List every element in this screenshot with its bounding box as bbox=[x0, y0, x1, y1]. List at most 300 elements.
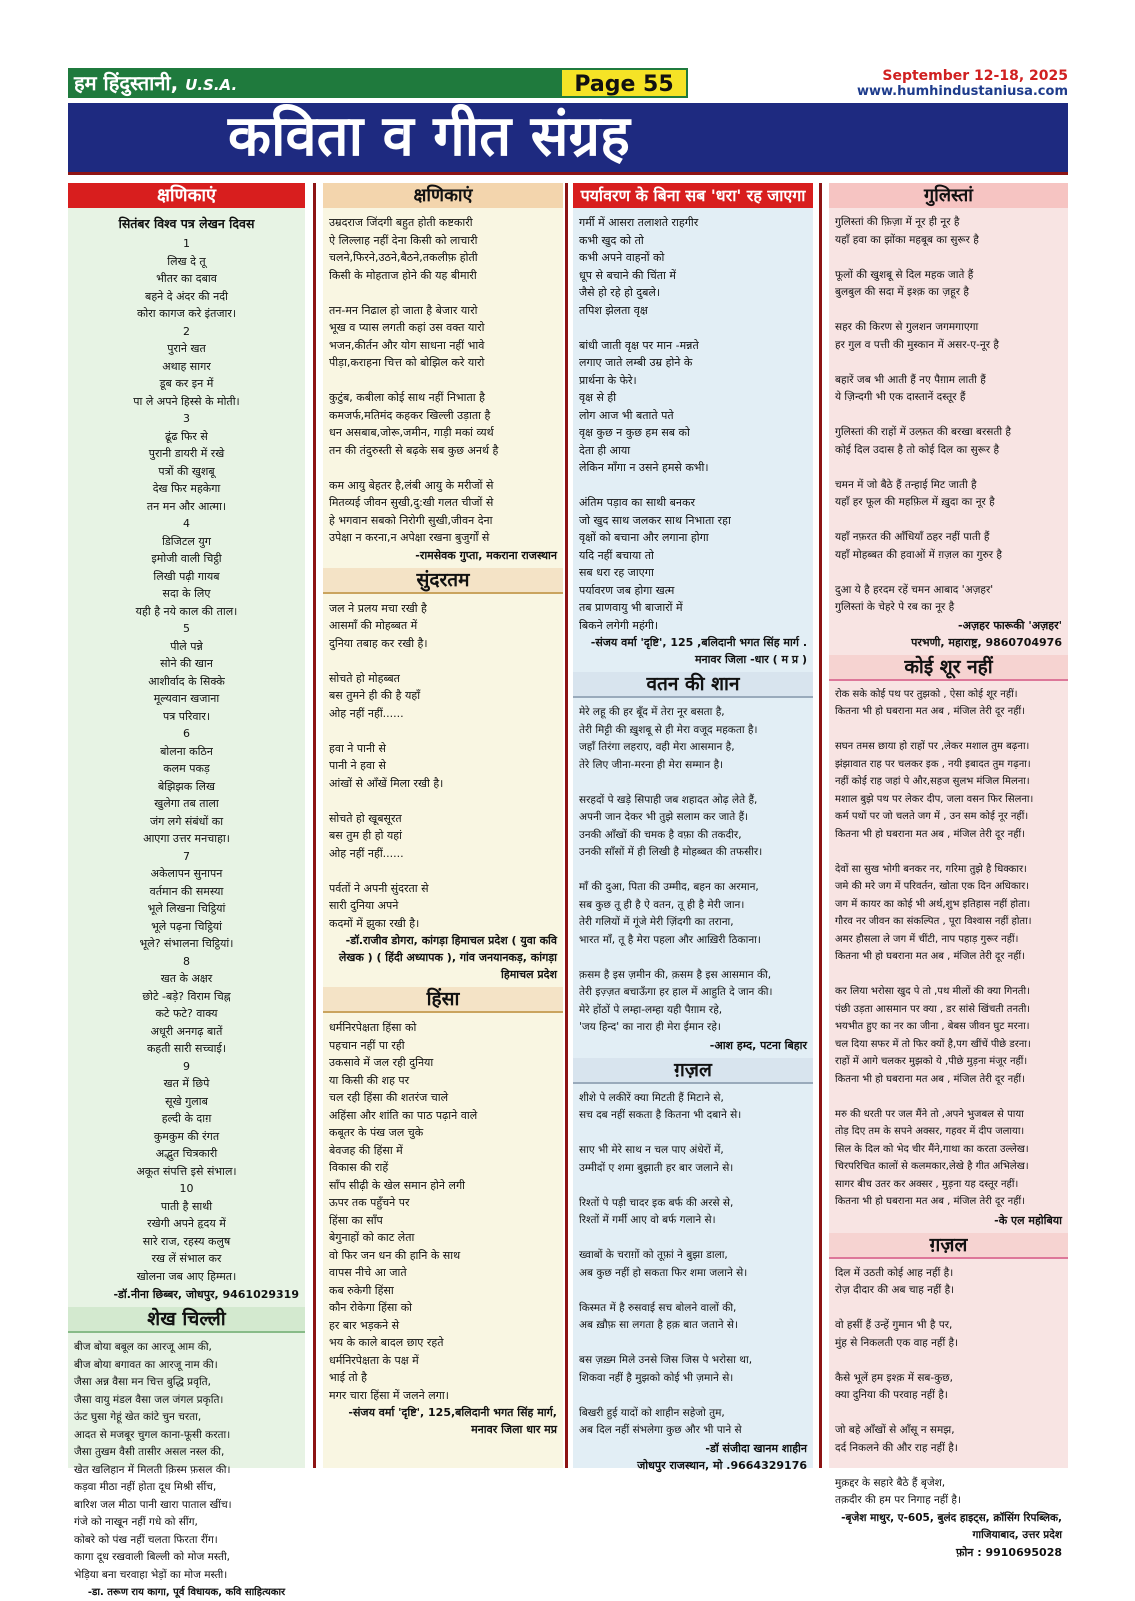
poem-line: अथाह सागर bbox=[162, 359, 211, 373]
poem-line: आंखों से आँखें मिला रखी है। bbox=[329, 776, 444, 790]
poem-line: कोबरे को पंख नहीं चलता फिरता रींग। bbox=[74, 1533, 218, 1546]
poem-line: भूले लिखना चिट्ठियां bbox=[147, 902, 226, 915]
poem-line: हवा ने पानी से bbox=[329, 741, 386, 755]
poem-line bbox=[579, 1282, 807, 1300]
poem-line: अब दिल नहीं संभलेगा कुछ और भी पाने से bbox=[579, 1424, 742, 1436]
poem-line: रखेगी अपने हृदय में bbox=[147, 1217, 226, 1230]
poem-line: यहाँ नफ़रत की आँधियाँ ठहर नहीं पाती हैं bbox=[835, 531, 990, 543]
poem-line: शिकवा नहीं है मुझको कोई भी ज़माने से। bbox=[579, 1371, 734, 1384]
poem-line: पीले पन्ने bbox=[170, 639, 203, 653]
poem-line: छोटे -बड़े? विराम चिह्न bbox=[142, 989, 231, 1003]
poem-line: कबूतर के पंख जल चुके bbox=[329, 1126, 424, 1139]
poem-line: लगाए जाते लम्बी उम्र होने के bbox=[579, 356, 693, 369]
poem-line: यहाँ हवा का झोंका महबूब का सुरूर है bbox=[835, 233, 979, 246]
poem-line: उनकी साँसों में ही लिखी है मोहब्बत की तफसीर। bbox=[579, 846, 763, 858]
poem-body bbox=[573, 214, 813, 634]
poem-line: भारत माँ, तू है मेरा पहला और आख़िरी ठिकाना। bbox=[579, 933, 761, 946]
poem-line: कोरा कागज करे इंतजार। bbox=[136, 307, 237, 320]
poem-line bbox=[835, 564, 1062, 582]
poem-line bbox=[835, 1089, 1062, 1107]
poem-line: विकास की राहें bbox=[329, 1161, 389, 1174]
poem-line: 9 bbox=[183, 1059, 190, 1073]
poem-author: -आश हम्द, पटना बिहार bbox=[709, 1038, 807, 1052]
poem-line: धर्मनिरपेक्षता हिंसा को bbox=[329, 1021, 417, 1034]
poem-line: भूख व प्यास लगती कहां उस वक्त यारो bbox=[329, 321, 485, 334]
poem-line: जो बहे आँखों से आँसू न समझ, bbox=[835, 1424, 955, 1436]
poem-line: अधूरी अनगढ़ बातें bbox=[150, 1024, 223, 1038]
poem-body bbox=[829, 214, 1068, 617]
poem-heading: कोई शूर नहीं bbox=[829, 655, 1068, 681]
column-divider bbox=[819, 183, 822, 1468]
poem-line: बेवजह की हिंसा में bbox=[329, 1143, 403, 1157]
poem-line: लिख दे तू bbox=[167, 254, 206, 268]
poem-line: गुलिस्तां की राहों में उल्फ़त की बरखा बरसती है bbox=[835, 426, 1011, 438]
poem-line: उम्मीदों ए शमा बुझाती हर बार जलाने से। bbox=[579, 1161, 734, 1174]
poem-line: हर बार भड़कने से bbox=[329, 1318, 400, 1332]
poem-line: 7 bbox=[183, 849, 190, 863]
poem-line: ओह नहीं नहीं...... bbox=[329, 706, 404, 720]
poem-line: किस्मत में है रुसवाई सच बोलने वालों की, bbox=[579, 1301, 737, 1314]
poem-line: 5 bbox=[183, 622, 190, 635]
poem-line: क्या दुनिया की परवाह नहीं है। bbox=[835, 1389, 948, 1401]
poem-author: -डॉ.नीना छिब्बर, जोधपुर, 9461029319 bbox=[113, 1288, 299, 1301]
poem-heading: ग़ज़ल bbox=[829, 1233, 1068, 1259]
poem-author: -डा. तरूण राय कागा, पूर्व विधायक, कवि साहित्यकार bbox=[87, 1587, 286, 1598]
poem-line bbox=[579, 949, 807, 967]
poem-line: भजन,कीर्तन और योग साधना नहीं भावे bbox=[329, 338, 485, 352]
paper-suffix: U.S.A. bbox=[185, 76, 238, 94]
poem-body bbox=[323, 214, 563, 547]
poem-line: बस तुम ही हो यहां bbox=[329, 829, 403, 842]
poem-body bbox=[68, 236, 305, 1286]
poem-line: मितव्यई जीवन सुखी,दु:खी गलत चीजों से bbox=[329, 496, 494, 509]
poem-line: पंछी उड़ता आसमान पर क्या , डर सांसे खिंचती तनती। bbox=[835, 1003, 1031, 1015]
poem-line bbox=[579, 1125, 807, 1143]
poem-line: गर्मी में आसरा तलाशते राहगीर bbox=[579, 216, 699, 229]
poem-line: भेड़िया बना चरवाहा भेड़ों का मोज मस्ती। bbox=[74, 1568, 228, 1581]
poem-body bbox=[829, 1265, 1068, 1510]
poem-line: आदत से मजबूर चुगल काना-फूसी करता। bbox=[74, 1428, 231, 1441]
poem-line: गुलिस्तां की फ़िज़ा में नूर ही नूर है bbox=[835, 216, 960, 228]
poem-line: तेरी गलियों में गूंजे मेरी ज़िंदगी का तराना, bbox=[579, 916, 734, 928]
poem-line: कभी अपने वाहनों को bbox=[579, 251, 665, 264]
poem-line bbox=[579, 477, 807, 495]
poem-line: मुंह से निकलती एक वाह नहीं है। bbox=[835, 1336, 959, 1349]
poem-line: ओह नहीं नहीं...... bbox=[329, 846, 404, 860]
poem-line: 3 bbox=[183, 412, 190, 425]
poem-line: बारिश जल मीठा पानी खारा पाताल खींच। bbox=[74, 1498, 232, 1511]
poem-line: खुलेगा तब ताला bbox=[154, 797, 219, 810]
poem-line: उपेक्षा न करना,न अपेक्षा रखना बुजुर्गों से bbox=[329, 531, 490, 544]
poem-line: तेरे लिए जीना-मरना ही मेरा सम्मान है। bbox=[579, 758, 724, 771]
poem-line bbox=[329, 652, 557, 670]
poem-heading: ग़ज़ल bbox=[573, 1058, 813, 1084]
poem-line: शीशे पे लकीरें क्या मिटती हैं मिटाने से, bbox=[579, 1091, 724, 1104]
poem-line: रिश्तों में गर्मी आए वो बर्फ गलाने से। bbox=[579, 1214, 716, 1226]
poem-line: कम आयु बेहतर है,लंबी आयु के मरीजों से bbox=[329, 478, 494, 492]
poem-line: कब रुकेगी हिंसा bbox=[329, 1283, 394, 1297]
poem-line: दुआ ये है हरदम रहें चमन आबाद 'अज़हर' bbox=[835, 583, 994, 596]
poem-line: बीज बोया बबूल का आरजू आम की, bbox=[74, 1341, 212, 1353]
column-1 bbox=[68, 183, 305, 1598]
poem-line: चल दिया सफर में तो फिर क्यों है,पग खींचें पीछे डरना। bbox=[835, 1038, 1031, 1050]
poem-line: कितना भी हो घबराना मत अब , मंजिल तेरी दूर नहीं। bbox=[835, 951, 1025, 962]
poem-heading: शेख चिल्ली bbox=[68, 1307, 305, 1333]
column-divider bbox=[313, 183, 316, 1468]
poem-line: तन-मन निढाल हो जाता है बेजार यारो bbox=[329, 303, 478, 317]
poem-line: कागा दूध रखवाली बिल्ली को मोज मस्ती, bbox=[74, 1551, 231, 1563]
poem-line bbox=[579, 1335, 807, 1353]
poem-line: 'जय हिन्द' का नारा ही मेरा ईमान रहे। bbox=[579, 1021, 721, 1033]
poem-line: जल ने प्रलय मचा रखी है bbox=[329, 601, 427, 615]
poem-line: जैसा तुखम वैसी तासीर असल नस्ल की, bbox=[74, 1446, 225, 1458]
poem-line bbox=[579, 862, 807, 880]
poem-line: बीज बोया बगावत का आरजू नाम की। bbox=[74, 1358, 218, 1371]
poem-line bbox=[835, 1457, 1062, 1475]
poem-line: कितना भी हो घबराना मत अब , मंजिल तेरी दूर नहीं। bbox=[835, 1196, 1025, 1207]
poem-line: पा ले अपने हिस्से के मोती। bbox=[133, 394, 240, 408]
poem-line: सच दब नहीं सकता है कितना भी दबाने से। bbox=[579, 1109, 742, 1121]
poem-line bbox=[835, 967, 1062, 985]
poem-line: डूब कर इन में bbox=[159, 377, 214, 390]
poem-line bbox=[835, 302, 1062, 320]
poem-line bbox=[835, 512, 1062, 530]
poem-line: कर लिया भरोसा खुद पे तो ,पथ मीलों की क्या गिनती। bbox=[835, 986, 1030, 997]
poem-line: बस ज़ख़्म मिले उनसे जिस जिस पे भरोसा था, bbox=[579, 1354, 753, 1366]
poem-line: आसमाँ की मोहब्बत में bbox=[329, 619, 418, 632]
poem-line: जमे की मरे जग में परिवर्तन, खोता एक दिन अधिकार। bbox=[835, 881, 1029, 892]
poem-author-contact: परभणी, महाराष्ट्र, 9860704976 bbox=[911, 635, 1062, 649]
poem-line: अकूत संपत्ति इसे संभाल। bbox=[136, 1164, 237, 1178]
poem-line: खत के अक्षर bbox=[160, 972, 213, 985]
poem-line: खेत खलिहान में मिलती क़िस्म फ़सल की। bbox=[74, 1463, 231, 1476]
poem-author: -के एल महोबिया bbox=[994, 1213, 1062, 1227]
poem-line bbox=[835, 844, 1062, 862]
poem-line: सब कुछ तू ही है ऐ वतन, तू ही है मेरी जान। bbox=[579, 898, 745, 911]
poem-line: कितना भी हो घबराना मत अब , मंजिल तेरी दूर नहीं। bbox=[835, 706, 1025, 717]
poem-line: कर्म पथों पर जो चलते जग में , उन सम कोई नूर नहीं। bbox=[835, 811, 1029, 822]
poem-heading: सुंदरतम bbox=[323, 568, 563, 594]
poem-line: साँप सीढ़ी के खेल समान होने लगी bbox=[329, 1178, 466, 1192]
poem-line: तब प्राणवायु भी बाजारों में bbox=[579, 601, 683, 614]
poem-line: सब धरा रह जाएगा bbox=[579, 566, 654, 579]
poem-line: लोग आज भी बताते पते bbox=[579, 408, 674, 422]
poem-line: 2 bbox=[183, 324, 190, 338]
poem-line: पहचान नहीं पा रही bbox=[329, 1038, 405, 1052]
poem-line: बहने दे अंदर की नदी bbox=[145, 289, 228, 303]
poem-line: बेगुनाहों को काट लेता bbox=[329, 1231, 415, 1244]
poem-line: जग में कायर का कोई भी अर्थ,शुभ इतिहास नहीं होता। bbox=[835, 898, 1031, 910]
page-number: Page 55 bbox=[560, 68, 688, 98]
poem-line: दर्द निकलने की और राह नहीं है। bbox=[835, 1441, 958, 1454]
poem-heading: हिंसा bbox=[323, 987, 563, 1013]
poem-line bbox=[579, 319, 807, 337]
poem-line: खत में छिपे bbox=[163, 1077, 210, 1090]
poem-line: गंजे को नाखून नहीं गधे को सींग, bbox=[74, 1516, 198, 1528]
poem-author: -संजय वर्मा 'दृष्टि', 125 ,बलिदानी भगत सिंह मार्ग . मनावर जिला -धार ( म प्र ) bbox=[590, 636, 807, 666]
poem-line: जैसे हो रहे हो दुबले। bbox=[579, 286, 661, 299]
column-heading: क्षणिकाएं bbox=[68, 183, 305, 208]
poem-line: लिखी पढ़ी गायब bbox=[153, 569, 220, 583]
poem-line bbox=[329, 459, 557, 477]
paper-name: हम हिंदुस्तानी, bbox=[74, 71, 179, 95]
poem-line: 1 bbox=[183, 237, 190, 250]
poem-line: झंझावात राह पर चलकर इक , नयी इबादत तुम गढ़ना। bbox=[835, 758, 1031, 770]
poem-line: देवों सा सुख भोगी बनकर नर, गरिमा तुझे है धिक्कार। bbox=[835, 863, 1027, 875]
poem-line bbox=[329, 372, 557, 390]
poem-line: पानी ने हवा से bbox=[329, 759, 386, 772]
poem-line: अपनी जान देकर भी तुझे सलाम कर जाते हैं। bbox=[579, 811, 749, 823]
poem-line: सूखे गुलाब bbox=[165, 1094, 208, 1108]
poem-line: यहाँ हर फूल की महफ़िल में ख़ुदा का नूर है bbox=[835, 496, 995, 508]
poem-line: माँ की दुआ, पिता की उम्मीद, बहन का अरमान, bbox=[579, 881, 759, 893]
poem-line: उनकी आँखों की चमक है वफ़ा की तकदीर, bbox=[579, 828, 742, 841]
poem-line: हर गुल व पत्ती की मुस्कान में असर-ए-नूर है bbox=[835, 338, 999, 351]
column-divider bbox=[565, 183, 568, 1468]
poem-line: तेरी इज़्ज़त बचाऊँगा हर हाल में आहुति दे जान की। bbox=[579, 986, 773, 998]
poem-line: हल्दी के दाग़ bbox=[161, 1112, 212, 1125]
column-2 bbox=[323, 183, 563, 1468]
poem-line: राहों में आगे चलकर मुझको ये ,पीछे मुड़ना मंजूर नहीं। bbox=[835, 1056, 1028, 1067]
poem-author: -डॉ.राजीव डोगरा, कांगड़ा हिमाचल प्रदेश ( युवा कवि लेखक ) ( हिंदी अध्यापक ), गांव जनयानकड़, कांगड़ा हिमाचल प्रदेश bbox=[338, 934, 557, 981]
poem-line: धर्मनिरपेक्षता के पक्ष में bbox=[329, 1353, 419, 1367]
poem-line: या किसी की शह पर bbox=[329, 1073, 410, 1087]
poem-line: सोने की खान bbox=[160, 657, 213, 670]
poem-line: अकेलापन सुनापन bbox=[150, 867, 223, 880]
poem-author: -रामसेवक गुप्ता, मकराना राजस्थान bbox=[415, 548, 557, 562]
poem-line: तपिश झेलता वृक्ष bbox=[579, 303, 648, 317]
poem-body bbox=[829, 687, 1068, 1212]
poem-line: अब ख़ौफ़ सा लगता है हक़ बात जताने से। bbox=[579, 1319, 738, 1331]
poem-line: चलने,फिरने,उठने,बैठने,तकलीफ़ होती bbox=[329, 251, 478, 264]
poem-line bbox=[835, 1405, 1062, 1423]
poem-line: बिखरी हुई यादों को शाहीन सहेजो तुम, bbox=[579, 1406, 725, 1419]
poem-line: कुटुंब, कबीला कोई साथ नहीं निभाता है bbox=[329, 391, 485, 404]
poem-line: हे भगवान सबको निरोगी सुखी,जीवन देना bbox=[329, 513, 493, 527]
poem-line: पीड़ा,कराहना चित्त को बोझिल करे यारो bbox=[329, 356, 485, 369]
poem-line: उकसावे में जल रही दुनिया bbox=[329, 1056, 434, 1069]
poem-line: अद्भुत चित्रकारी bbox=[155, 1147, 218, 1160]
poem-line: वृक्ष कुछ न कुछ हम सब को bbox=[579, 426, 690, 439]
masthead bbox=[68, 68, 688, 98]
poem-line: ऊंट घुसा गेहूं खेत कांटे चुन चरता, bbox=[74, 1411, 202, 1423]
poem-line: यही है नये काल की ताल। bbox=[135, 604, 238, 618]
poem-line: 6 bbox=[183, 727, 190, 740]
poem-line: अमर हौसला ले जग में चींटी, नाप पहाड़ गुरूर नहीं। bbox=[835, 933, 1019, 945]
poem-line: बुलबुल की सदा में इश्क़ का ज़हूर है bbox=[835, 286, 969, 298]
poem-line: जैसा अन्न वैसा मन चित्त बुद्धि प्रवृति, bbox=[74, 1376, 212, 1388]
poem-line: क़सम है इस ज़मीन की, क़सम है इस आसमान की, bbox=[579, 968, 772, 981]
section-title: कविता व गीत संग्रह bbox=[228, 104, 630, 169]
poem-line: कभी खुद को तो bbox=[579, 233, 644, 247]
poem-line: सरहदों पे खड़े सिपाही जब शहादत ओढ़ लेते हैं, bbox=[579, 793, 758, 806]
poem-line: चिरपरिचित कालों से कलमकार,लेखे है गीत अभिलेख। bbox=[835, 1161, 1029, 1172]
poem-line: बांधी जाती वृक्ष पर मान -मन्नते bbox=[579, 338, 699, 352]
poem-line: रिश्तों पे पड़ी चादर इक बर्फ की अरसे से, bbox=[579, 1196, 734, 1209]
poem-line bbox=[835, 354, 1062, 372]
poem-line bbox=[835, 722, 1062, 740]
poem-line: पुराने खत bbox=[167, 342, 206, 355]
poem-line bbox=[835, 1352, 1062, 1370]
poem-line: कटे फटे? वाक्य bbox=[155, 1007, 218, 1020]
poem-body bbox=[573, 1090, 813, 1440]
poem-line: कमजर्फ,मतिमंद कहकर खिल्ली उड़ाता है bbox=[329, 408, 491, 422]
poem-line: सारी दुनिया अपने bbox=[329, 899, 399, 912]
poem-line: वृक्षों को बचाना और लगाना होगा bbox=[579, 531, 709, 544]
poem-line: तक़दीर की हम पर निगाह नहीं है। bbox=[835, 1494, 961, 1506]
poem-line: यहाँ मोहब्बत की हवाओं में ग़ज़ल का गुरुर है bbox=[835, 548, 1002, 561]
poem-line: मरु की धरती पर जल मैंने तो ,अपने भुजबल से पाया bbox=[835, 1108, 1024, 1120]
poem-line: तन की तंदुरुस्ती से बढ़के सब कुछ अनर्थ है bbox=[329, 443, 499, 457]
poem-line: भीतर का दबाव bbox=[156, 272, 217, 285]
poem-line: भयभीत हुए का नर का जीना , बेबस जीवन घुट मरना। bbox=[835, 1021, 1030, 1032]
poem-line: पर्यावरण जब होगा खत्म bbox=[579, 583, 675, 597]
poem-line bbox=[835, 459, 1062, 477]
poem-line: गुलिस्तां के चेहरे पे रब का नूर है bbox=[835, 601, 955, 613]
poem-line: जंग लगे संबंधों का bbox=[149, 814, 224, 828]
poem-line bbox=[329, 284, 557, 302]
poem-line: 10 bbox=[179, 1182, 194, 1195]
poem-line: पत्रों की खुशबू bbox=[158, 464, 215, 478]
poem-line: भूले पढ़ना चिट्ठियां bbox=[151, 919, 222, 933]
poem-heading: वतन की शान bbox=[573, 672, 813, 698]
poem-line bbox=[579, 1230, 807, 1248]
poem-line: ख्वाबों के चराग़ों को तूफ़ां ने बुझा डाला, bbox=[579, 1249, 728, 1261]
poem-line: रोज़ दीदार की अब चाह नहीं है। bbox=[835, 1284, 955, 1296]
poem-line: ऐ लिल्लाह नहीं देना किसी को लाचारी bbox=[329, 233, 478, 247]
poem-line: मेरे होंठों पे लम्हा-लम्हा यही पैग़ाम रहे, bbox=[579, 1003, 723, 1016]
poem-line: डिजिटल युग bbox=[162, 534, 211, 548]
poem-line: सोचते हो खूबसूरत bbox=[329, 811, 402, 825]
dateline bbox=[857, 68, 1068, 100]
poem-line: ऊपर तक पहुँचने पर bbox=[329, 1196, 410, 1209]
poem-line: बेझिझक लिख bbox=[157, 779, 215, 793]
poem-line: हिंसा का साँप bbox=[329, 1213, 383, 1227]
poem-line: लेकिन माँगा न उसने हमसे कभी। bbox=[579, 461, 709, 474]
poem-line: प्रार्थना के फेरे। bbox=[579, 373, 637, 387]
poem-author-contact: फ़ोन : 9910695028 bbox=[955, 1545, 1062, 1559]
poem-line: सघन तमस छाया हो राहों पर ,लेकर मशाल तुम बढ़ना। bbox=[835, 741, 1030, 752]
poem-line: देता ही आया bbox=[579, 443, 631, 457]
poem-line: वृक्ष से ही bbox=[579, 391, 617, 404]
poem-line bbox=[329, 722, 557, 740]
poem-title: सितंबर विश्व पत्र लेखन दिवस bbox=[118, 216, 255, 231]
poem-line: जैसा वायु मंडल वैसा जल जंगल प्रकृति। bbox=[74, 1393, 224, 1406]
poem-line: दुनिया तबाह कर रखी है। bbox=[329, 636, 428, 650]
poem-line: देख फिर महकेगा bbox=[152, 482, 221, 495]
poem-body bbox=[323, 1019, 563, 1404]
poem-line: बिकने लगेगी महंगी। bbox=[579, 618, 658, 632]
poem-line bbox=[579, 774, 807, 792]
poem-body bbox=[323, 600, 563, 933]
poem-line: अहिंसा और शांति का पाठ पढ़ाने वाले bbox=[329, 1108, 478, 1122]
poem-line: रख लें संभाल कर bbox=[151, 1252, 222, 1265]
poem-line: जहाँ तिरंगा लहराए, वही मेरा आसमान है, bbox=[579, 741, 735, 753]
paper-name-bar bbox=[68, 68, 560, 98]
poem-line: तोड़ दिए तम के सपने अक्सर, गहवर में दीप जलाया। bbox=[835, 1126, 1025, 1137]
poem-line: इमोजी वाली चिट्ठी bbox=[151, 552, 222, 565]
poem-line: अंतिम पड़ाव का साथी बनकर bbox=[579, 496, 695, 509]
website-link[interactable]: www.humhindustaniusa.com bbox=[856, 84, 1068, 99]
poem-line: आशीर्वाद के सिक्के bbox=[148, 674, 225, 688]
poem-line: आएगा उत्तर मनचाहा। bbox=[143, 832, 230, 845]
poem-line: भाई तो है bbox=[329, 1371, 367, 1384]
poem-line: उम्रदराज जिंदगी बहुत होती कष्टकारी bbox=[329, 216, 473, 229]
poem-line: पर्वतों ने अपनी सुंदरता से bbox=[329, 881, 429, 895]
poem-author: -बृजेश माथुर, ए-605, बुलंद हाइट्स, क्रॉसिंग रिपब्लिक, गाजियाबाद, उत्तर प्रदेश bbox=[841, 1511, 1062, 1541]
poem-line: भय के काले बादल छाए रहते bbox=[329, 1336, 444, 1349]
poem-line: पाती है साथी bbox=[160, 1199, 213, 1213]
poem-line: ढूंढ फिर से bbox=[165, 429, 208, 443]
poem-line: तन मन और आत्मा। bbox=[146, 499, 227, 513]
poem-line: सारे राज, रहस्य कलुष bbox=[142, 1234, 231, 1248]
poem-line: वो हसीं हैं उन्हें गुमान भी है पर, bbox=[835, 1319, 953, 1331]
poem-line: फूलों की खुशबू से दिल महक जाते हैं bbox=[835, 268, 974, 281]
poem-line: वो फिर जन धन की हानि के साथ bbox=[329, 1248, 461, 1262]
poem-line: धूप से बचाने की चिंता में bbox=[579, 268, 676, 282]
poem-body bbox=[68, 1339, 305, 1584]
poem-line: 4 bbox=[183, 517, 190, 530]
poem-line: दिल में उठती कोई आह नहीं है। bbox=[835, 1266, 954, 1279]
poem-line: बोलना कठिन bbox=[160, 744, 213, 758]
poem-line: धन असबाब,जोरू,जमीन, गाड़ी मकां व्यर्थ bbox=[329, 426, 494, 439]
poem-line: मशाल बुझे पथ पर लेकर दीप, जला वसन फिर सिलना। bbox=[835, 793, 1034, 805]
column-heading: क्षणिकाएं bbox=[323, 183, 563, 208]
poem-line bbox=[329, 862, 557, 880]
poem-line: नहीं कोई राह जहां पे और,सहज सुलभ मंजिल मिलना। bbox=[835, 776, 1030, 787]
issue-date: September 12-18, 2025 bbox=[882, 68, 1068, 84]
poem-line: ये ज़िन्दगी भी एक दास्तानें दस्तूर हैं bbox=[835, 391, 966, 403]
poem-line: सागर बीच उतर कर अक्सर , मुड़ना यह दस्तूर नहीं। bbox=[835, 1178, 1019, 1190]
poem-line bbox=[579, 1387, 807, 1405]
poem-line: बस तुमने ही की है यहाँ bbox=[329, 689, 421, 702]
poem-line bbox=[329, 792, 557, 810]
poem-line: कुमकुम की रंगत bbox=[153, 1129, 220, 1143]
poem-line: मगर चारा हिंसा में जलने लगा। bbox=[329, 1388, 449, 1402]
poem-line: सोचते हो मोहब्बत bbox=[329, 671, 400, 685]
poem-line bbox=[835, 249, 1062, 267]
poem-line: तेरी मिट्टी की ख़ुशबू से ही मेरा वजूद महकता है। bbox=[579, 723, 758, 736]
poem-line: पत्र परिवार। bbox=[162, 709, 211, 723]
section-banner bbox=[68, 103, 1068, 175]
column-heading: पर्यावरण के बिना सब 'धरा' रह जाएगा bbox=[573, 183, 813, 208]
poem-line: गौरव नर जीवन का संकल्पित , पूरा विश्वास नहीं होता। bbox=[835, 916, 1032, 927]
poem-line: सिल के दिल को भेद चीर मैंने,गाथा का करता उल्लेख। bbox=[835, 1143, 1029, 1155]
poem-line: खोलना जब आए हिम्मत। bbox=[136, 1269, 237, 1283]
poem-line: 8 bbox=[183, 954, 190, 968]
poem-line: कैसे भूलें हम इश्क़ में सब-कुछ, bbox=[835, 1371, 953, 1384]
poem-line: बहारें जब भी आती हैं नए पैग़ाम लाती हैं bbox=[835, 373, 986, 386]
poem-author-contact: जोधपुर राजस्थान, मो .9664329176 bbox=[637, 1458, 807, 1472]
poem-line: पुरानी डायरी में रखे bbox=[148, 447, 225, 460]
poem-line: कड़वा मीठा नहीं होता दूध मिश्री सींच, bbox=[74, 1481, 217, 1493]
poem-author: -संजय वर्मा 'दृष्टि', 125,बलिदानी भगत सिंह मार्ग, मनावर जिला धार मप्र bbox=[348, 1406, 557, 1436]
poem-author: -अज़हर फारूकी 'अज़हर' bbox=[958, 618, 1062, 632]
poem-line: जो खुद साथ जलकर साथ निभाता रहा bbox=[579, 513, 731, 527]
poem-line: कौन रोकेगा हिंसा को bbox=[329, 1301, 413, 1314]
column-3 bbox=[573, 183, 813, 1472]
poem-line: कलम पकड़ bbox=[163, 762, 210, 775]
poem-line: अब कुछ नहीं हो सकता फिर शमा जलाने से। bbox=[579, 1266, 748, 1279]
poem-line: कदमों में झुका रखी है। bbox=[329, 916, 420, 930]
poem-line bbox=[579, 1177, 807, 1195]
poem-line bbox=[835, 1300, 1062, 1318]
poem-line: सदा के लिए bbox=[162, 587, 211, 600]
poem-line bbox=[835, 407, 1062, 425]
poem-line: मूल्यवान खजाना bbox=[153, 692, 220, 705]
poem-line: यदि नहीं बचाया तो bbox=[579, 548, 654, 562]
poem-line: मेरे लहू की हर बूँद में तेरा नूर बसता है, bbox=[579, 706, 725, 718]
